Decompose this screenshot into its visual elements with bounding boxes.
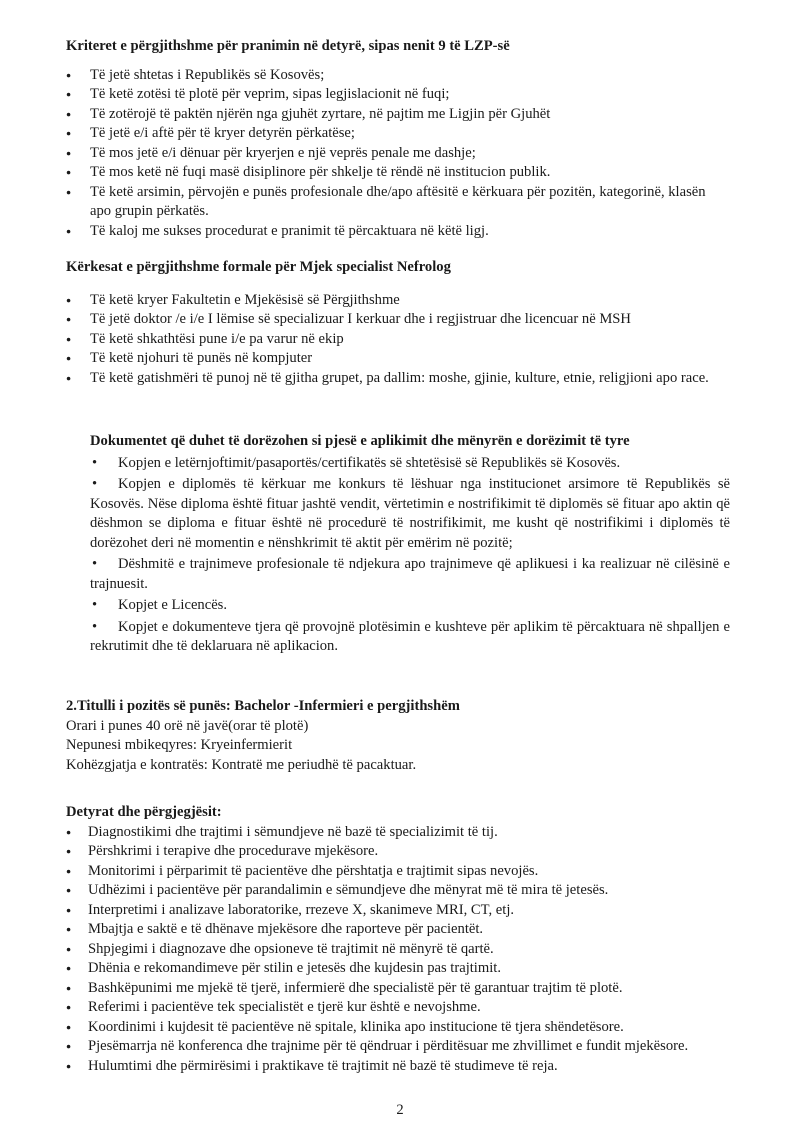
supervisor: Nepunesi mbikeqyres: Kryeinfermierit: [66, 737, 293, 753]
list-item: ● Dhënia e rekomandimeve për stilin e jetesës dhe kujdesin pas trajtimit.: [0, 959, 800, 979]
contract-duration: Kohëzgjatja e kontratës: Kontratë me periudhë të pacaktuar.: [66, 756, 417, 773]
list-item: ● Bashkëpunimi me mjekë të tjerë, infermierë dhe specialistë për të garantuar trajtim të plotë.: [0, 979, 800, 999]
list-item: • Dëshmitë e trajnimeve profesionale të ndjekura apo trajnimeve që aplikuesi i ka realizuar në cilësinë e trajnuesit.: [90, 556, 730, 592]
position-section: [0, 697, 800, 775]
list-item: • Kopjet e Licencës.: [90, 596, 730, 616]
list-item: ● Udhëzimi i pacientëve për parandalimin e sëmundjeve dhe mënyrat më të mira të jetesës.: [0, 881, 800, 901]
work-hours: Orari i punes 40 orë në javë(orar të plotë): [66, 717, 309, 734]
list-item: ● Të ketë arsimin, përvojën e punës profesionale dhe/apo aftësitë e kërkuara për pozitën, kategorinë, klasën apo grupin përkatës.: [0, 183, 800, 222]
list-item: ● Të jetë doktor /e i/e I lëmise së specializuar I kerkuar dhe i regjistruar dhe licencuar në MSH: [0, 310, 800, 330]
list-item: ● Të mos ketë në fuqi masë disiplinore për shkelje të rëndë në institucion publik.: [0, 163, 800, 183]
list-item: ● Të ketë gatishmëri të punoj në të gjitha grupet, pa dallim: moshe, gjinie, kulture, etnie, religjioni apo race.: [0, 369, 800, 389]
list-item: • Kopjen e letërnjoftimit/pasaportës/certifikatës së shtetësisë së Republikës së Kosovës.: [90, 454, 730, 474]
page-number: 2: [396, 1102, 404, 1118]
formal-requirements-title: Kërkesat e përgjithshme formale për Mjek specialist Nefrolog: [66, 259, 451, 275]
bullet: •: [92, 476, 98, 492]
duties-title: Detyrat dhe përgjegjësit:: [66, 804, 222, 820]
bullet: •: [92, 618, 98, 635]
list-item: • Kopjet e dokumenteve tjera që provojnë plotësimin e kushteve për aplikim të përcaktuara në shpalljen e rekrutimit dhe të deklaruara në aplikacion.: [90, 618, 730, 654]
list-item: ● Diagnostikimi dhe trajtimi i sëmundjeve në bazë të specializimit të tij.: [0, 823, 800, 843]
bullet: •: [92, 454, 98, 471]
list-item: ● Të mos jetë e/i dënuar për kryerjen e një veprës penale me dashje;: [0, 144, 800, 164]
list-item: ● Pjesëmarrja në konferenca dhe trajnime për të qëndruar i përditësuar me zhvillimet e fundit mjekësore.: [0, 1037, 800, 1057]
list-item: ● Interpretimi i analizave laboratorike, rrezeve X, skanimeve MRI, CT, etj.: [0, 901, 800, 921]
list-item: ● Të ketë zotësi të plotë për veprim, sipas legjislacionit në fuqi;: [0, 85, 800, 105]
list-item: ● Të jetë shtetas i Republikës së Kosovës;: [0, 66, 800, 86]
position-title: 2.Titulli i pozitës së punës: Bachelor -Infermieri e pergjithshëm: [66, 698, 460, 714]
list-item: ● Të zotërojë të paktën njërën nga gjuhët zyrtare, në pajtim me Ligjin për Gjuhët: [0, 105, 800, 125]
duties-section: [0, 803, 800, 1076]
list-item: ● Të ketë kryer Fakultetin e Mjekësisë së Përgjithshme: [0, 291, 800, 311]
list-item: • Kopjen e diplomës të kërkuar me konkurs të lëshuar nga institucionet arsimore të Republikës së Kosovës. Nëse diploma është fituar jashtë vendit, vërtetimin e nostrifikimit të diplomës së fituar apo aktin që dëshmon se diploma e fituar është në procedurë të nostrifikimit, me kusht që nostrifikimi i diplomës të dorëzohet deri në momentin e nënshkrimit të aktit për emërim në pozitë;: [90, 476, 730, 551]
documents-section: [90, 432, 730, 659]
duties-list: [0, 823, 800, 1077]
list-item: ● Të ketë njohuri të punës në kompjuter: [0, 349, 800, 369]
documents-title: Dokumentet që duhet të dorëzohen si pjesë e aplikimit dhe mënyrën e dorëzimit të tyre: [90, 433, 630, 449]
list-item: ● Referimi i pacientëve tek specialistët e tjerë kur është e nevojshme.: [0, 998, 800, 1018]
bullet: •: [92, 597, 98, 613]
list-item: ● Të kaloj me sukses procedurat e pranimit të përcaktuara në këtë ligj.: [0, 222, 800, 242]
list-item: ● Mbajtja e saktë e të dhënave mjekësore dhe raporteve për pacientët.: [0, 920, 800, 940]
list-item: ● Monitorimi i përparimit të pacientëve dhe përshtatja e trajtimit sipas nevojës.: [0, 862, 800, 882]
formal-requirements-list: [0, 291, 800, 389]
list-item: ● Hulumtimi dhe përmirësimi i praktikave të trajtimit në bazë të studimeve të reja.: [0, 1057, 800, 1077]
list-item: ● Koordinimi i kujdesit të pacientëve në spitale, klinika apo institucione të tjera shëndetësore.: [0, 1018, 800, 1038]
list-item: ● Përshkrimi i terapive dhe procedurave mjekësore.: [0, 842, 800, 862]
list-item: ● Të ketë shkathtësi pune i/e pa varur në ekip: [0, 330, 800, 350]
formal-requirements-section: [0, 258, 800, 388]
general-criteria-title: Kriteret e përgjithshme për pranimin në detyrë, sipas nenit 9 të LZP-së: [66, 38, 510, 54]
general-criteria-list: [0, 66, 800, 242]
list-item: ● Të jetë e/i aftë për të kryer detyrën përkatëse;: [0, 124, 800, 144]
bullet: •: [92, 556, 98, 572]
general-criteria-section: [0, 37, 800, 241]
list-item: ● Shpjegimi i diagnozave dhe opsioneve të trajtimit në mënyrë të qartë.: [0, 940, 800, 960]
